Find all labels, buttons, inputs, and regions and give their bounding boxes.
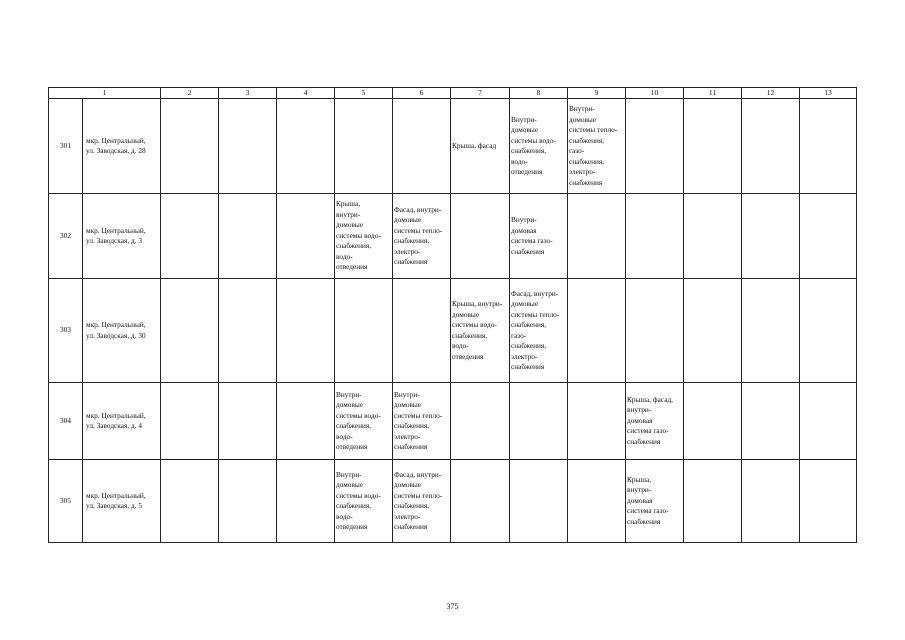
work-cell-col-5 <box>335 460 393 543</box>
work-text-line: газо- <box>569 146 585 155</box>
work-text-line: системы водо- <box>336 230 381 240</box>
work-cell-col-8 <box>510 460 568 543</box>
work-cell-col-5 <box>335 99 393 194</box>
work-cell-col-7 <box>451 279 510 383</box>
address-cell <box>83 99 161 194</box>
header-cell-4: 4 <box>277 88 335 99</box>
work-text-line: внутри- <box>336 209 361 219</box>
work-cell-col-9 <box>568 99 626 194</box>
work-text-line: домовые <box>511 299 539 308</box>
work-text-line: Внутри- <box>336 389 362 399</box>
work-text-line: снабжения, <box>569 156 605 166</box>
work-cell-col-12 <box>742 194 800 279</box>
work-text-line: системы водо- <box>511 135 556 145</box>
work-text-line: система газо- <box>627 426 669 436</box>
header-row <box>49 88 857 99</box>
work-cell-col-3 <box>219 99 277 194</box>
work-text-line: домовые <box>569 114 597 124</box>
work-cell-col-3 <box>219 279 277 383</box>
work-text-line: снабжения, <box>511 320 547 329</box>
work-text-line: снабжения, <box>452 330 488 340</box>
work-cell-col-5 <box>335 279 393 383</box>
work-text-line: снабжения, <box>394 421 430 430</box>
address-line: мкр. Центральный, <box>86 225 146 235</box>
header-cell-12: 12 <box>742 88 800 99</box>
work-cell-col-12 <box>742 383 800 460</box>
work-text-line: домовые <box>394 480 422 489</box>
work-text-line: Внутри- <box>394 389 420 399</box>
header-cell-8: 8 <box>510 88 568 99</box>
work-text-line: газо- <box>511 330 527 340</box>
work-cell-col-11 <box>684 460 742 543</box>
work-cell-col-7 <box>451 460 510 543</box>
work-cell-col-5 <box>335 194 393 279</box>
work-text-line: домовая <box>627 495 653 505</box>
work-text-line: система газо- <box>627 506 669 516</box>
work-text-line: отведения <box>336 522 368 531</box>
work-cell-col-2 <box>161 194 219 279</box>
work-text-line: домовая <box>511 225 537 235</box>
work-text-line: домовые <box>452 309 480 319</box>
work-text-line: система газо- <box>511 236 553 245</box>
work-cell-col-11 <box>684 383 742 460</box>
work-cell-col-6 <box>393 99 451 194</box>
work-cell-col-12 <box>742 279 800 383</box>
address-line: ул. Заводская, д. 3 <box>86 236 142 245</box>
work-cell-col-13 <box>800 279 857 383</box>
header-cell-11: 11 <box>684 88 742 99</box>
header-cell-7: 7 <box>451 88 510 99</box>
work-text-line: системы водо- <box>336 490 381 500</box>
work-cell-col-3 <box>219 460 277 543</box>
work-text-line: снабжения, <box>569 135 605 145</box>
work-cell-col-8 <box>510 279 568 383</box>
work-text-line: отведения <box>336 442 368 451</box>
work-text-line: внутри- <box>627 405 652 415</box>
table-row <box>49 194 857 279</box>
work-cell-col-9 <box>568 194 626 279</box>
table-body <box>49 88 857 543</box>
work-text-line: отведения <box>511 167 543 176</box>
work-text-line: Внутри- <box>511 215 537 224</box>
row-number: 303 <box>49 279 83 383</box>
work-cell-col-10 <box>626 383 684 460</box>
work-text-line: снабжения <box>394 522 428 531</box>
work-text-line: снабжения <box>394 442 428 451</box>
work-text-line: снабжения, <box>394 236 430 245</box>
work-cell-col-11 <box>684 99 742 194</box>
row-number: 304 <box>49 383 83 460</box>
work-text-line: Фасад, внутри- <box>511 288 559 298</box>
work-cell-col-13 <box>800 383 857 460</box>
work-text-line: Внутри- <box>336 469 362 479</box>
work-cell-col-7 <box>451 383 510 460</box>
work-text-line: Крыша, <box>627 474 652 484</box>
work-cell-col-6 <box>393 194 451 279</box>
work-text-line: снабжения, <box>336 241 372 251</box>
work-text-line: электро- <box>394 511 421 521</box>
work-text-line: снабжения <box>627 516 661 526</box>
work-text-line: электро- <box>569 167 596 176</box>
work-cell-col-3 <box>219 383 277 460</box>
work-cell-col-8 <box>510 99 568 194</box>
work-cell-col-4 <box>277 194 335 279</box>
row-number: 301 <box>49 99 83 194</box>
work-text-line: электро- <box>511 351 538 361</box>
work-text-line: снабжения, <box>394 501 430 510</box>
work-text-line: водо- <box>336 251 353 261</box>
work-cell-col-13 <box>800 99 857 194</box>
work-cell-col-10 <box>626 99 684 194</box>
work-cell-col-12 <box>742 460 800 543</box>
work-cell-col-4 <box>277 99 335 194</box>
header-cell-10: 10 <box>626 88 684 99</box>
page-number: 375 <box>446 602 459 611</box>
work-cell-col-13 <box>800 194 857 279</box>
work-cell-col-2 <box>161 383 219 460</box>
address-line: ул. Заводская, д. 30 <box>86 330 146 340</box>
work-cell-col-13 <box>800 460 857 543</box>
work-cell-col-11 <box>684 194 742 279</box>
work-cell-col-12 <box>742 99 800 194</box>
work-text-line: водо- <box>336 511 353 521</box>
header-cell-3: 3 <box>219 88 277 99</box>
work-cell-col-9 <box>568 460 626 543</box>
work-text-line: домовые <box>336 220 364 230</box>
work-text-line: снабжения, <box>511 341 547 350</box>
work-cell-col-6 <box>393 460 451 543</box>
work-text-line: домовые <box>394 400 422 409</box>
work-cell-col-2 <box>161 279 219 383</box>
work-text-line: системы тепло- <box>394 410 443 420</box>
work-text-line: водо- <box>336 431 353 441</box>
address-line: ул. Заводская, д. 4 <box>86 421 142 430</box>
work-cell-col-5 <box>335 383 393 460</box>
address-line: мкр. Центральный, <box>86 135 146 145</box>
work-cell-col-4 <box>277 383 335 460</box>
table-row <box>49 383 857 460</box>
work-text-line: Крыша, фасад, <box>627 394 673 404</box>
work-text-line: Крыша, фасад <box>452 140 497 150</box>
work-text-line: домовые <box>511 125 539 134</box>
header-cell-13: 13 <box>800 88 857 99</box>
work-cell-col-6 <box>393 383 451 460</box>
work-cell-col-2 <box>161 460 219 543</box>
work-text-line: Внутри- <box>569 104 595 113</box>
work-cell-col-8 <box>510 383 568 460</box>
work-cell-col-8 <box>510 194 568 279</box>
address-line: мкр. Центральный, <box>86 410 146 420</box>
work-text-line: внутри- <box>627 485 652 495</box>
work-cell-col-10 <box>626 460 684 543</box>
work-cell-col-7 <box>451 194 510 279</box>
address-cell <box>83 460 161 543</box>
work-text-line: снабжения <box>569 177 603 187</box>
work-text-line: снабжения, <box>511 146 547 155</box>
work-cell-col-11 <box>684 279 742 383</box>
work-text-line: Внутри- <box>511 114 537 124</box>
work-text-line: снабжения <box>511 246 545 256</box>
work-text-line: снабжения, <box>336 421 372 430</box>
work-cell-col-3 <box>219 194 277 279</box>
address-cell <box>83 279 161 383</box>
work-text-line: отведения <box>336 262 368 272</box>
work-text-line: Крыша, <box>336 199 361 209</box>
work-cell-col-9 <box>568 383 626 460</box>
work-cell-col-2 <box>161 99 219 194</box>
work-text-line: снабжения <box>394 257 428 266</box>
row-number: 302 <box>49 194 83 279</box>
work-cell-col-10 <box>626 279 684 383</box>
work-text-line: системы тепло- <box>394 225 443 235</box>
work-text-line: системы тепло- <box>394 490 443 500</box>
work-text-line: домовые <box>336 400 364 409</box>
table-row <box>49 460 857 543</box>
work-text-line: отведения <box>452 351 484 361</box>
work-cell-col-10 <box>626 194 684 279</box>
work-text-line: системы водо- <box>336 410 381 420</box>
work-text-line: снабжения, <box>336 501 372 510</box>
address-line: ул. Заводская, д. 5 <box>86 501 142 510</box>
row-number: 305 <box>49 460 83 543</box>
address-cell <box>83 194 161 279</box>
work-text-line: электро- <box>394 246 421 256</box>
work-cell-col-4 <box>277 460 335 543</box>
work-cell-col-4 <box>277 279 335 383</box>
header-cell-5: 5 <box>335 88 393 99</box>
header-cell-6: 6 <box>393 88 451 99</box>
address-line: ул. Заводская, д. 28 <box>86 146 146 155</box>
schedule-table <box>48 87 857 543</box>
work-text-line: водо- <box>511 156 528 166</box>
address-line: мкр. Центральный, <box>86 490 146 500</box>
work-text-line: электро- <box>394 431 421 441</box>
work-text-line: системы тепло- <box>569 125 618 134</box>
table-row <box>49 99 857 194</box>
work-cell-col-7 <box>451 99 510 194</box>
table-row <box>49 279 857 383</box>
header-cell-2: 2 <box>161 88 219 99</box>
address-line: мкр. Центральный, <box>86 320 146 329</box>
work-text-line: домовые <box>336 480 364 489</box>
work-text-line: домовые <box>394 215 422 224</box>
work-text-line: снабжения <box>511 362 545 371</box>
work-text-line: водо- <box>452 341 469 350</box>
address-cell <box>83 383 161 460</box>
work-text-line: Фасад, внутри- <box>394 469 442 479</box>
work-text-line: системы тепло- <box>511 309 560 319</box>
work-cell-col-6 <box>393 279 451 383</box>
work-text-line: Крыша, внутри- <box>452 299 503 308</box>
work-text-line: домовая <box>627 415 653 425</box>
work-text-line: Фасад, внутри- <box>394 204 442 214</box>
work-text-line: снабжения <box>627 436 661 446</box>
work-text-line: системы водо- <box>452 320 497 329</box>
work-cell-col-9 <box>568 279 626 383</box>
header-cell-9: 9 <box>568 88 626 99</box>
header-cell-1: 1 <box>49 88 161 99</box>
